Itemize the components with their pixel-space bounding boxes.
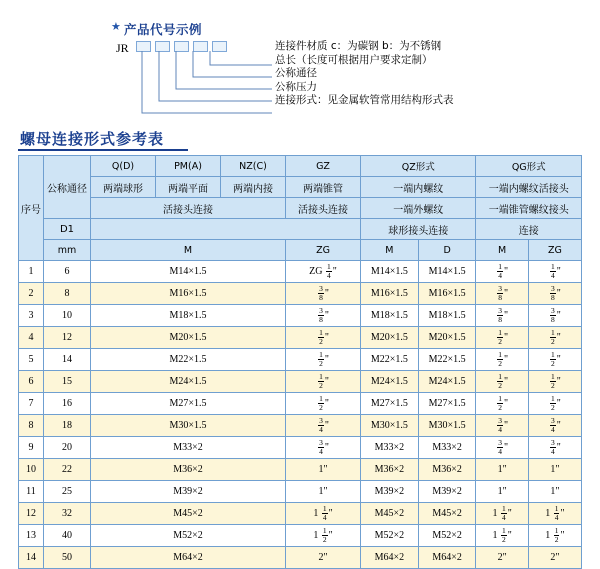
cell-qz-d: M16×1.5 xyxy=(418,283,476,305)
star-icon: ★ xyxy=(111,21,121,33)
cell-zg: 2" xyxy=(286,547,361,569)
cell-qz-m: M64×2 xyxy=(361,547,419,569)
cell-qz-d: M30×1.5 xyxy=(418,415,476,437)
table-row xyxy=(19,459,582,481)
cell-seq: 11 xyxy=(19,481,44,503)
cell-seq: 3 xyxy=(19,305,44,327)
section-title: 螺母连接形式参考表 xyxy=(20,131,165,148)
cell-zg: $\frac{1}{2}$ " xyxy=(286,349,361,371)
cell-qz-m: M30×1.5 xyxy=(361,415,419,437)
cell-seq: 14 xyxy=(19,547,44,569)
cell-qg-zg: $\frac{3}{4}$ " xyxy=(528,415,581,437)
cell-dn: 8 xyxy=(44,283,91,305)
cell-qz-m: M18×1.5 xyxy=(361,305,419,327)
cell-qz-d: M24×1.5 xyxy=(418,371,476,393)
table-row xyxy=(19,503,582,525)
header-qg-thread: 一端锥管螺纹接头 xyxy=(476,198,582,219)
header-gz-desc: 两端锥管 xyxy=(286,177,361,198)
cell-qg-zg: $\frac{1}{2}$ " xyxy=(528,393,581,415)
table-row xyxy=(19,305,582,327)
header-left-connection: 活接头连接 xyxy=(91,198,286,219)
header-unit-qz-d: D xyxy=(418,240,476,261)
cell-seq: 5 xyxy=(19,349,44,371)
cell-qz-d: M27×1.5 xyxy=(418,393,476,415)
cell-qg-m: $\frac{3}{4}$ " xyxy=(476,415,528,437)
cell-dn: 14 xyxy=(44,349,91,371)
cell-qg-m: 1 $\frac{1}{2}$ " xyxy=(476,525,528,547)
cell-qg-m: $\frac{3}{4}$ " xyxy=(476,437,528,459)
cell-qz-m: M27×1.5 xyxy=(361,393,419,415)
cell-qg-zg: $\frac{3}{8}$ " xyxy=(528,283,581,305)
cell-zg: $\frac{3}{8}$ " xyxy=(286,305,361,327)
section-underline xyxy=(18,149,188,151)
cell-qg-m: $\frac{1}{2}$ " xyxy=(476,393,528,415)
legend-item-connection-type: 连接形式：见金属软管常用结构形式表 xyxy=(275,94,454,106)
cell-m: M39×2 xyxy=(91,481,286,503)
cell-zg: $\frac{3}{4}$ " xyxy=(286,437,361,459)
diagram-title: 产品代号示例 xyxy=(124,23,203,37)
cell-seq: 8 xyxy=(19,415,44,437)
header-group-qd: Q(D) xyxy=(91,156,156,177)
header-group-qz: QZ形式 xyxy=(361,156,476,177)
cell-qz-m: M39×2 xyxy=(361,481,419,503)
cell-qz-d: M18×1.5 xyxy=(418,305,476,327)
cell-qz-d: M22×1.5 xyxy=(418,349,476,371)
header-pma-desc: 两端平面 xyxy=(156,177,221,198)
header-unit-qg-m: M xyxy=(476,240,528,261)
cell-seq: 7 xyxy=(19,393,44,415)
table-row xyxy=(19,415,582,437)
cell-qg-m: 1" xyxy=(476,481,528,503)
cell-qz-m: M45×2 xyxy=(361,503,419,525)
cell-m: M24×1.5 xyxy=(91,371,286,393)
table-row xyxy=(19,393,582,415)
cell-zg: $\frac{1}{2}$ " xyxy=(286,393,361,415)
cell-zg: $\frac{3}{4}$ " xyxy=(286,415,361,437)
nut-connection-table-wrap xyxy=(18,155,582,569)
header-unit-zg: ZG xyxy=(286,240,361,261)
legend-item-length: 总长（长度可根据用户要求定制） xyxy=(275,53,433,66)
cell-zg: ZG $\frac{1}{4}$ " xyxy=(286,261,361,283)
cell-qz-m: M20×1.5 xyxy=(361,327,419,349)
header-group-qg: QG形式 xyxy=(476,156,582,177)
cell-seq: 6 xyxy=(19,371,44,393)
cell-m: M22×1.5 xyxy=(91,349,286,371)
cell-m: M27×1.5 xyxy=(91,393,286,415)
cell-qg-m: 1" xyxy=(476,459,528,481)
cell-qz-d: M20×1.5 xyxy=(418,327,476,349)
header-row-1 xyxy=(19,156,582,177)
header-qg-conn: 连接 xyxy=(476,219,582,240)
cell-dn: 18 xyxy=(44,415,91,437)
header-blank xyxy=(91,219,361,240)
cell-qg-m: $\frac{1}{2}$ " xyxy=(476,327,528,349)
cell-m: M45×2 xyxy=(91,503,286,525)
header-d1: D1 xyxy=(44,219,91,240)
cell-qg-zg: 2" xyxy=(528,547,581,569)
header-qd-desc: 两端球形 xyxy=(91,177,156,198)
header-row-2 xyxy=(19,177,582,198)
table-row xyxy=(19,283,582,305)
header-nzc-desc: 两端内接 xyxy=(221,177,286,198)
cell-qz-m: M22×1.5 xyxy=(361,349,419,371)
table-row xyxy=(19,481,582,503)
cell-qg-zg: $\frac{1}{2}$ " xyxy=(528,349,581,371)
cell-qg-zg: $\frac{1}{4}$ " xyxy=(528,261,581,283)
cell-m: M16×1.5 xyxy=(91,283,286,305)
cell-dn: 22 xyxy=(44,459,91,481)
cell-qg-zg: $\frac{1}{2}$ " xyxy=(528,371,581,393)
header-group-gz: GZ xyxy=(286,156,361,177)
cell-m: M18×1.5 xyxy=(91,305,286,327)
cell-qg-zg: 1 $\frac{1}{2}$ " xyxy=(528,525,581,547)
table-row xyxy=(19,437,582,459)
cell-qz-m: M16×1.5 xyxy=(361,283,419,305)
cell-qg-m: 2" xyxy=(476,547,528,569)
cell-m: M36×2 xyxy=(91,459,286,481)
cell-qg-m: $\frac{3}{8}$ " xyxy=(476,283,528,305)
cell-m: M20×1.5 xyxy=(91,327,286,349)
cell-seq: 13 xyxy=(19,525,44,547)
cell-qz-d: M33×2 xyxy=(418,437,476,459)
table-row xyxy=(19,371,582,393)
header-unit-mm: mm xyxy=(44,240,91,261)
cell-dn: 12 xyxy=(44,327,91,349)
cell-zg: 1" xyxy=(286,459,361,481)
header-row-4 xyxy=(19,219,582,240)
legend-item-material: 连接件材质 c：为碳钢 b：为不锈钢 xyxy=(275,40,442,52)
header-row-5 xyxy=(19,240,582,261)
cell-qz-d: M36×2 xyxy=(418,459,476,481)
cell-dn: 20 xyxy=(44,437,91,459)
cell-seq: 2 xyxy=(19,283,44,305)
cell-qg-zg: 1 $\frac{1}{4}$ " xyxy=(528,503,581,525)
cell-qz-d: M52×2 xyxy=(418,525,476,547)
cell-m: M33×2 xyxy=(91,437,286,459)
table-row xyxy=(19,547,582,569)
table-row xyxy=(19,261,582,283)
cell-qg-m: $\frac{1}{4}$ " xyxy=(476,261,528,283)
cell-qg-zg: $\frac{3}{4}$ " xyxy=(528,437,581,459)
cell-zg: 1 $\frac{1}{2}$ " xyxy=(286,525,361,547)
code-prefix: JR xyxy=(116,41,129,55)
header-qz-thread: 一端外螺纹 xyxy=(361,198,476,219)
header-group-pma: PM(A) xyxy=(156,156,221,177)
cell-zg: $\frac{1}{2}$ " xyxy=(286,327,361,349)
cell-dn: 40 xyxy=(44,525,91,547)
cell-dn: 15 xyxy=(44,371,91,393)
cell-qg-zg: $\frac{3}{8}$ " xyxy=(528,305,581,327)
cell-dn: 25 xyxy=(44,481,91,503)
diagram-legend xyxy=(275,40,454,108)
cell-seq: 12 xyxy=(19,503,44,525)
table-head xyxy=(19,156,582,261)
cell-seq: 1 xyxy=(19,261,44,283)
cell-zg: 1 $\frac{1}{4}$ " xyxy=(286,503,361,525)
cell-qz-m: M24×1.5 xyxy=(361,371,419,393)
cell-qg-zg: 1" xyxy=(528,481,581,503)
cell-zg: $\frac{3}{8}$ " xyxy=(286,283,361,305)
header-gz-connection: 活接头连接 xyxy=(286,198,361,219)
cell-m: M30×1.5 xyxy=(91,415,286,437)
header-seq: 序号 xyxy=(19,156,44,261)
cell-seq: 9 xyxy=(19,437,44,459)
cell-qz-m: M36×2 xyxy=(361,459,419,481)
legend-item-nominal-diameter: 公称通径 xyxy=(275,67,317,79)
cell-qg-m: 1 $\frac{1}{4}$ " xyxy=(476,503,528,525)
cell-qz-d: M64×2 xyxy=(418,547,476,569)
cell-zg: 1" xyxy=(286,481,361,503)
cell-qg-zg: $\frac{1}{2}$ " xyxy=(528,327,581,349)
header-row-3 xyxy=(19,198,582,219)
cell-qg-m: $\frac{1}{2}$ " xyxy=(476,371,528,393)
table-body xyxy=(19,261,582,569)
cell-qg-m: $\frac{3}{8}$ " xyxy=(476,305,528,327)
header-nominal-diameter: 公称通径 xyxy=(44,156,91,219)
cell-seq: 4 xyxy=(19,327,44,349)
cell-qz-d: M39×2 xyxy=(418,481,476,503)
cell-dn: 50 xyxy=(44,547,91,569)
cell-qz-m: M33×2 xyxy=(361,437,419,459)
cell-dn: 6 xyxy=(44,261,91,283)
header-unit-qg-zg: ZG xyxy=(528,240,581,261)
cell-qz-d: M45×2 xyxy=(418,503,476,525)
cell-seq: 10 xyxy=(19,459,44,481)
header-qz-ball: 球形接头连接 xyxy=(361,219,476,240)
cell-dn: 32 xyxy=(44,503,91,525)
legend-item-nominal-pressure: 公称压力 xyxy=(275,80,317,93)
cell-qg-m: $\frac{1}{2}$ " xyxy=(476,349,528,371)
product-code-diagram xyxy=(0,0,600,122)
cell-qz-m: M52×2 xyxy=(361,525,419,547)
cell-m: M52×2 xyxy=(91,525,286,547)
cell-m: M14×1.5 xyxy=(91,261,286,283)
cell-qz-d: M14×1.5 xyxy=(418,261,476,283)
table-row xyxy=(19,349,582,371)
header-group-nzc: NZ(C) xyxy=(221,156,286,177)
header-qz-desc: 一端内螺纹 xyxy=(361,177,476,198)
cell-zg: $\frac{1}{2}$ " xyxy=(286,371,361,393)
cell-qg-zg: 1" xyxy=(528,459,581,481)
cell-qz-m: M14×1.5 xyxy=(361,261,419,283)
table-row xyxy=(19,327,582,349)
cell-dn: 16 xyxy=(44,393,91,415)
cell-m: M64×2 xyxy=(91,547,286,569)
header-qg-desc: 一端内螺纹活接头 xyxy=(476,177,582,198)
cell-dn: 10 xyxy=(44,305,91,327)
header-unit-qz-m: M xyxy=(361,240,419,261)
header-unit-m: M xyxy=(91,240,286,261)
table-row xyxy=(19,525,582,547)
nut-connection-table xyxy=(18,155,582,569)
